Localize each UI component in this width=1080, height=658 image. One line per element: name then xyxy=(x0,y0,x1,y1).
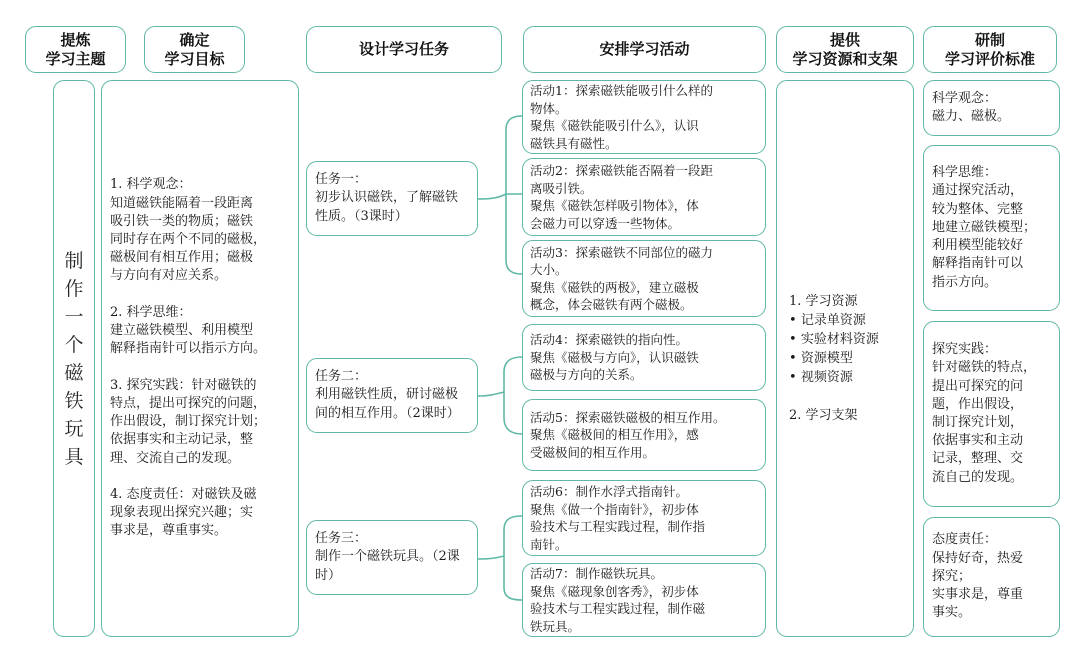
header-extract-theme xyxy=(25,26,126,73)
theme-char: 磁 xyxy=(64,361,84,384)
task-text-1: 任务一： 初步认识磁铁，了解磁铁 性质。（3课时） xyxy=(315,172,459,224)
activity-text-5: 活动5：探索磁铁磁极的相互作用。 聚焦《磁极间的相互作用》，感 受磁极间的相互作用。 xyxy=(530,409,726,460)
connector-task2 xyxy=(478,357,522,434)
header-design-tasks xyxy=(306,26,502,73)
resource-item: • 实验材料资源 xyxy=(789,330,879,349)
evaluation-text-2: 科学思维： 通过探究活动， 较为整体、完整 地建立磁铁模型； 利用模型能较好 解释指南针可以 指示方向。 xyxy=(932,165,1037,290)
activity-text-7: 活动7：制作磁铁玩具。 聚焦《磁现象创客秀》，初步体 验技术与工程实践过程，制作磁 铁玩具。 xyxy=(530,566,706,634)
header-define-goals-line2: 学习目标 xyxy=(164,49,225,68)
header-provide-resources-line1: 提供 xyxy=(829,30,860,49)
activity-text-2: 活动2：探索磁铁能否隔着一段距 离吸引铁。 聚焦《磁铁怎样吸引物体》，体 会磁力可以穿透一些物体。 xyxy=(530,163,713,231)
activity-box-4 xyxy=(522,324,766,391)
activity-box-3 xyxy=(522,240,766,317)
resource-item: • 记录单资源 xyxy=(789,311,879,330)
header-evaluation-criteria xyxy=(923,26,1057,73)
header-define-goals-line1: 确定 xyxy=(179,30,210,49)
activity-text-6: 活动6：制作水浮式指南针。 聚焦《做一个指南针》，初步体 验技术与工程实践过程，制作指 南针。 xyxy=(530,484,706,552)
learning-goals-text: 1. 科学观念： 知道磁铁能隔着一段距离 吸引铁一类的物质；磁铁 同时存在两个不同的磁极， 磁极间有相互作用；磁极 与方向有对应关系。 2. 科学思维： 建立磁铁模型、利用模型 解释指南针可以指示方向。 3. 探究实践：针对磁铁的 特点，提出可探究的问题， 作出假设，制订探究计划； 依据事实和主动记录，整 理、交流自己的发现。 4. 态度责任：对磁铁及磁 现象表现出探究兴趣；实 事求是，尊重事实。 xyxy=(110,177,267,539)
resource-item: • 资源模型 xyxy=(789,349,879,368)
header-evaluation-criteria-line2: 学习评价标准 xyxy=(944,49,1035,68)
header-provide-resources xyxy=(776,26,914,73)
header-evaluation-criteria-line1: 研制 xyxy=(974,30,1005,49)
activity-text-3: 活动3：探索磁铁不同部位的磁力 大小。 聚焦《磁铁的两极》，建立磁极 概念，体会磁铁有两个磁极。 xyxy=(530,244,713,312)
resources-box xyxy=(776,80,914,637)
header-provide-resources-line2: 学习资源和支架 xyxy=(792,49,898,68)
theme-char: 铁 xyxy=(64,389,84,412)
header-extract-theme-line1: 提炼 xyxy=(60,30,91,49)
theme-char: 具 xyxy=(64,445,84,468)
header-define-goals xyxy=(144,26,245,73)
activity-text-1: 活动1：探索磁铁能吸引什么样的 物体。 聚焦《磁铁能吸引什么》，认识 磁铁具有磁性。 xyxy=(530,83,713,151)
header-design-tasks-line1: 设计学习任务 xyxy=(358,40,449,58)
theme-char: 玩 xyxy=(64,417,84,440)
task-box-3 xyxy=(306,520,478,595)
evaluation-box-1 xyxy=(923,80,1060,136)
task-box-1 xyxy=(306,161,478,236)
activity-text-4: 活动4：探索磁铁的指向性。 聚焦《磁极与方向》，认识磁铁 磁极与方向的关系。 xyxy=(530,332,699,383)
task-box-2 xyxy=(306,358,478,433)
evaluation-box-4 xyxy=(923,517,1060,637)
connector-task3 xyxy=(478,516,522,600)
theme-char: 制 xyxy=(64,249,84,272)
resources-title-2: 2. 学习支架 xyxy=(789,408,858,423)
activity-box-5 xyxy=(522,399,766,471)
connector-task1 xyxy=(478,116,522,274)
resources-title-1: 1. 学习资源 xyxy=(789,294,858,309)
activity-box-6 xyxy=(522,480,766,556)
header-arrange-activities-line1: 安排学习活动 xyxy=(599,40,690,58)
resources-list xyxy=(789,311,879,387)
activity-box-2 xyxy=(522,158,766,236)
theme-char: 作 xyxy=(64,277,84,300)
learning-goals-box xyxy=(101,80,299,637)
header-arrange-activities xyxy=(523,26,766,73)
task-text-3: 任务三： 制作一个磁铁玩具。（2课 时） xyxy=(315,531,460,583)
resource-item: • 视频资源 xyxy=(789,368,879,387)
task-text-2: 任务二： 利用磁铁性质，研讨磁极 间的相互作用。（2课时） xyxy=(315,369,460,421)
evaluation-box-3 xyxy=(923,321,1060,507)
evaluation-box-2 xyxy=(923,145,1060,311)
theme-char: 一 xyxy=(64,305,84,328)
theme-char: 个 xyxy=(64,333,84,356)
theme-box xyxy=(53,80,95,637)
activity-box-1 xyxy=(522,80,766,154)
evaluation-text-1: 科学观念： 磁力、磁极。 xyxy=(932,90,1011,124)
evaluation-text-4: 态度责任： 保持好奇，热爱 探究； 实事求是，尊重 事实。 xyxy=(932,532,1024,621)
header-extract-theme-line2: 学习主题 xyxy=(45,49,106,68)
evaluation-text-3: 探究实践： 针对磁铁的特点， 提出可探究的问 题，作出假设， 制订探究计划， 依据事实和主动 记录，整理、交 流自己的发现。 xyxy=(932,342,1037,485)
activity-box-7 xyxy=(522,563,766,637)
